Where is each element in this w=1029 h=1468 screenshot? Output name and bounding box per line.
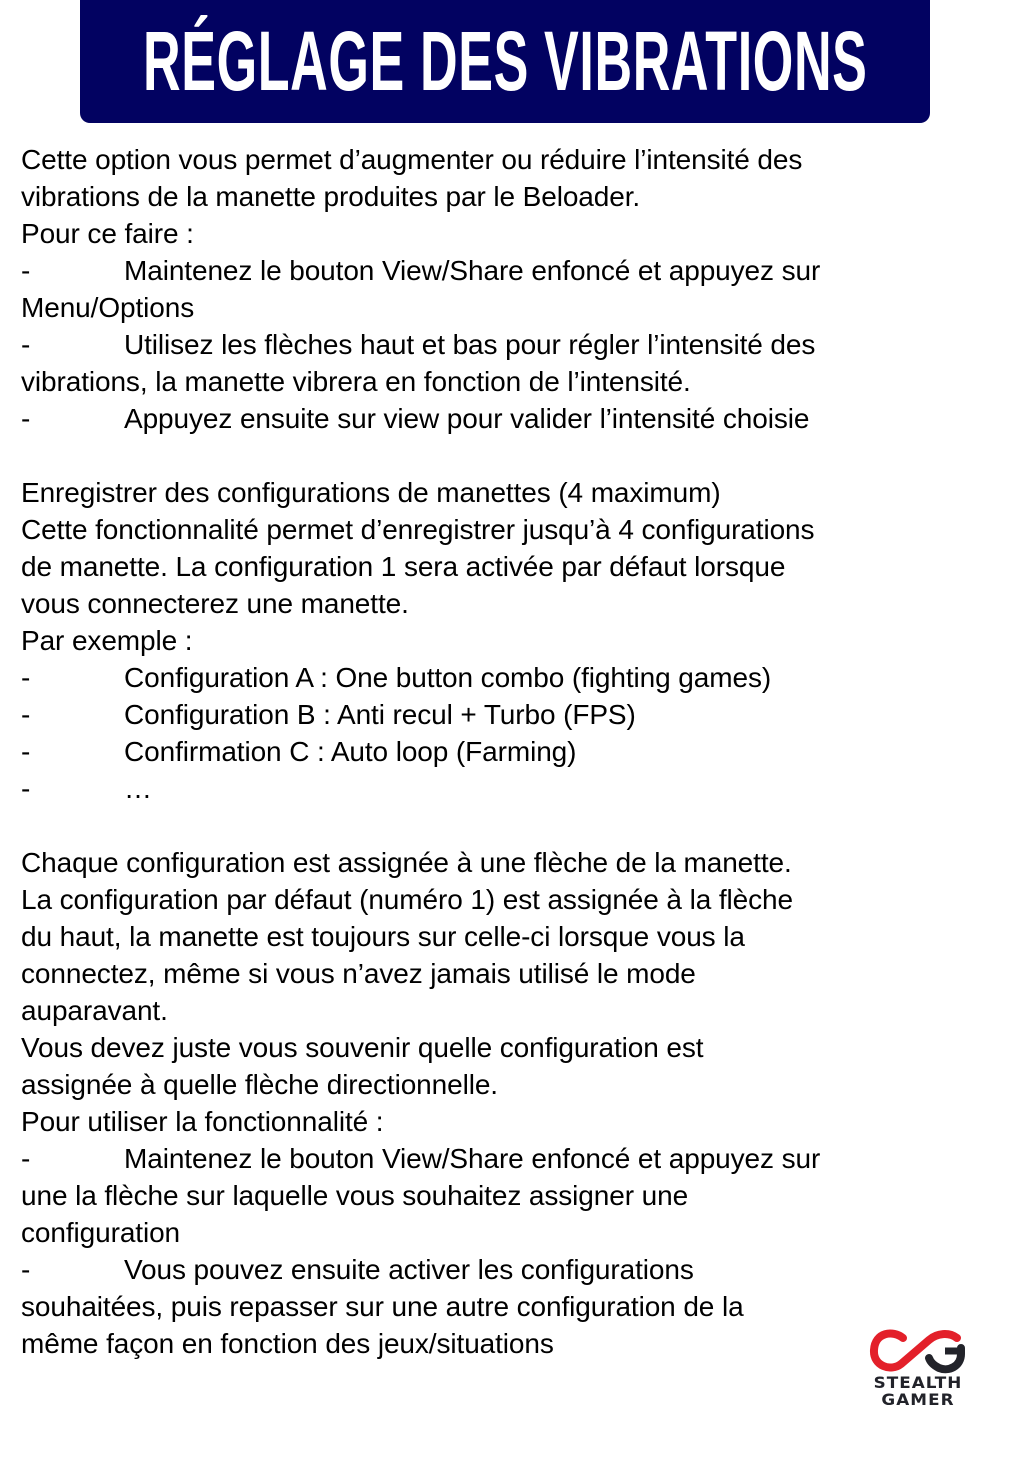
list-item-text: Maintenez le bouton View/Share enfoncé et appuyez sur xyxy=(124,1143,821,1174)
list-item-text: même façon en fonction des jeux/situations xyxy=(21,1328,554,1359)
list-item-text: … xyxy=(124,773,152,804)
page-title: RÉGLAGE DES VIBRATIONS xyxy=(142,13,868,108)
list-item-text: Maintenez le bouton View/Share enfoncé et appuyez sur xyxy=(124,255,821,286)
list-item xyxy=(21,659,1011,696)
list-item xyxy=(21,1140,1011,1251)
bullet-dash: - xyxy=(21,329,31,360)
paragraph-line: Chaque configuration est assignée à une flèche de la manette. xyxy=(21,847,792,878)
list-item-text: vibrations, la manette vibrera en fonction de l’intensité. xyxy=(21,366,691,397)
logo-text-line2: GAMER xyxy=(881,1390,955,1409)
list-item xyxy=(21,326,1011,400)
paragraph-line: assignée à quelle flèche directionnelle. xyxy=(21,1069,498,1100)
list-item xyxy=(21,400,1011,437)
bullet-dash: - xyxy=(21,736,31,767)
paragraph-line: Cette fonctionnalité permet d’enregistrer jusqu’à 4 configurations xyxy=(21,514,815,545)
list-item-text: souhaitées, puis repasser sur une autre configuration de la xyxy=(21,1291,744,1322)
title-banner xyxy=(80,0,930,123)
list-item-text: configuration xyxy=(21,1217,181,1248)
list-item-text: Menu/Options xyxy=(21,292,195,323)
bullet-dash: - xyxy=(21,1254,31,1285)
paragraph-line: Pour ce faire : xyxy=(21,218,194,249)
list-item xyxy=(21,733,1011,770)
spacer xyxy=(21,807,1011,844)
list-item-text: Configuration B : Anti recul + Turbo (FPS) xyxy=(124,699,636,730)
section-configurations xyxy=(21,474,1011,807)
list-item-text: une la flèche sur laquelle vous souhaitez assigner une xyxy=(21,1180,689,1211)
list-item xyxy=(21,696,1011,733)
list-item xyxy=(21,770,1011,807)
paragraph-line: Par exemple : xyxy=(21,625,193,656)
list-item-text: Configuration A : One button combo (fighting games) xyxy=(124,662,772,693)
paragraph-line: auparavant. xyxy=(21,995,168,1026)
section-heading: Enregistrer des configurations de manettes (4 maximum) xyxy=(21,477,721,508)
list-item-text: Appuyez ensuite sur view pour valider l’intensité choisie xyxy=(124,403,810,434)
list-item-text: Confirmation C : Auto loop (Farming) xyxy=(124,736,577,767)
bullet-dash: - xyxy=(21,699,31,730)
paragraph-line: La configuration par défaut (numéro 1) est assignée à la flèche xyxy=(21,884,793,915)
paragraph-line: du haut, la manette est toujours sur celle-ci lorsque vous la xyxy=(21,921,745,952)
bullet-dash: - xyxy=(21,403,31,434)
section-vibrations xyxy=(21,141,1011,437)
bullet-dash: - xyxy=(21,773,31,804)
spacer xyxy=(21,437,1011,474)
paragraph-line: Pour utiliser la fonctionnalité : xyxy=(21,1106,384,1137)
brand-logo xyxy=(866,1328,970,1418)
paragraph-line: connectez, même si vous n’avez jamais utilisé le mode xyxy=(21,958,696,989)
list-item-text: Vous pouvez ensuite activer les configurations xyxy=(124,1254,694,1285)
stealth-gamer-logo-icon xyxy=(869,1328,967,1374)
logo-text-line1: STEALTH xyxy=(873,1373,963,1392)
paragraph-line: de manette. La configuration 1 sera activée par défaut lorsque xyxy=(21,551,786,582)
list-item-text: Utilisez les flèches haut et bas pour régler l’intensité des xyxy=(124,329,816,360)
paragraph-line: Cette option vous permet d’augmenter ou réduire l’intensité des xyxy=(21,144,803,175)
paragraph-line: vous connecterez une manette. xyxy=(21,588,409,619)
list-item xyxy=(21,1251,1011,1362)
section-assignment xyxy=(21,844,1011,1362)
document-body xyxy=(21,141,1011,1362)
bullet-dash: - xyxy=(21,1143,31,1174)
bullet-dash: - xyxy=(21,662,31,693)
paragraph-line: vibrations de la manette produites par le Beloader. xyxy=(21,181,641,212)
paragraph-line: Vous devez juste vous souvenir quelle configuration est xyxy=(21,1032,704,1063)
bullet-dash: - xyxy=(21,255,31,286)
list-item xyxy=(21,252,1011,326)
